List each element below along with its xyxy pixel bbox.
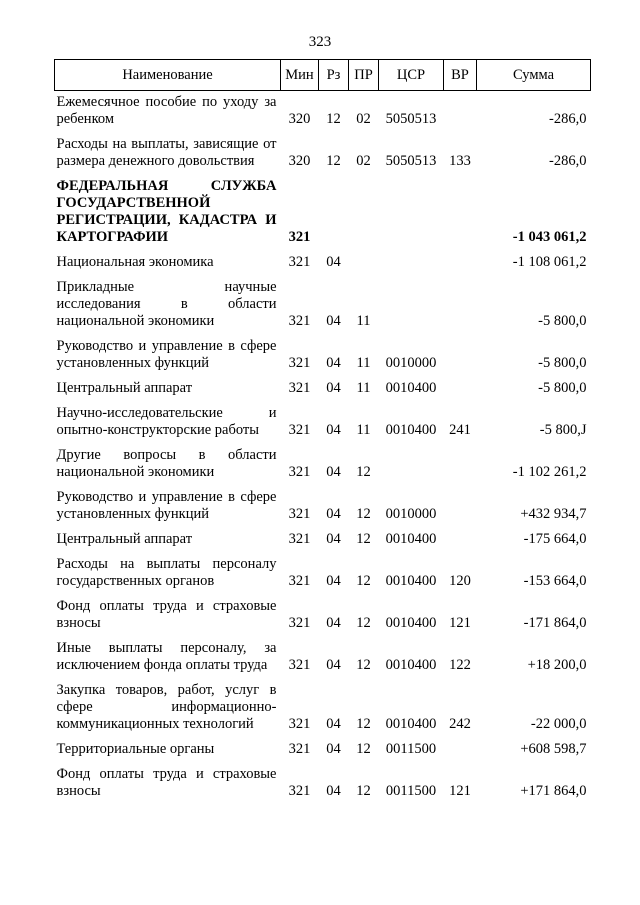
row-vr xyxy=(444,246,477,271)
row-name: Фонд оплаты труда и страховые взносы xyxy=(56,598,277,631)
row-vr: 242 xyxy=(449,716,471,732)
row-rz: 04 xyxy=(326,531,341,547)
row-name: Научно-исследовательские и опытно-конструкторские работы xyxy=(56,405,277,438)
row-sum: -5 800,0 xyxy=(538,355,587,371)
row-sum: -1 108 061,2 xyxy=(512,254,587,270)
row-csr: 0011500 xyxy=(385,783,437,799)
row-name: Расходы на выплаты, зависящие от размера денежного довольствия xyxy=(56,136,277,169)
row-csr: 0010400 xyxy=(385,716,437,732)
header-csr: ЦСР xyxy=(379,60,444,91)
row-csr xyxy=(379,246,444,271)
row-rz: 04 xyxy=(326,783,341,799)
row-rz: 04 xyxy=(326,615,341,631)
row-pr: 12 xyxy=(356,783,371,799)
row-csr: 0010400 xyxy=(385,422,437,438)
row-min: 321 xyxy=(288,783,311,799)
row-pr: 12 xyxy=(356,464,371,480)
row-rz: 04 xyxy=(326,422,341,438)
row-min: 321 xyxy=(288,229,311,245)
row-pr: 11 xyxy=(356,313,371,329)
table-row xyxy=(55,758,591,800)
row-sum: -1 102 261,2 xyxy=(512,464,587,480)
page-number: 323 xyxy=(308,34,332,50)
row-min: 321 xyxy=(288,531,311,547)
row-min: 321 xyxy=(288,573,311,589)
row-min: 321 xyxy=(288,422,311,438)
table-row xyxy=(55,674,591,733)
row-name: Ежемесячное пособие по уходу за ребенком xyxy=(56,94,277,127)
row-min: 321 xyxy=(288,615,311,631)
table-row xyxy=(55,523,591,548)
table-row xyxy=(55,632,591,674)
row-vr xyxy=(444,481,477,523)
row-csr: 0010000 xyxy=(385,506,437,522)
row-rz: 04 xyxy=(326,355,341,371)
row-sum: -1 043 061,2 xyxy=(512,229,587,245)
row-min: 321 xyxy=(288,741,311,757)
header-vr: ВР xyxy=(444,60,477,91)
row-rz: 04 xyxy=(326,741,341,757)
row-sum: -171 864,0 xyxy=(523,615,587,631)
row-sum: -175 664,0 xyxy=(523,531,587,547)
row-vr: 121 xyxy=(449,615,471,631)
row-sum: -5 800,J xyxy=(539,422,587,438)
row-vr: 120 xyxy=(449,573,471,589)
header-pr: ПР xyxy=(349,60,379,91)
row-pr xyxy=(349,246,379,271)
row-min: 320 xyxy=(288,153,311,169)
row-vr xyxy=(444,523,477,548)
row-name: ФЕДЕРАЛЬНАЯ СЛУЖБА ГОСУДАРСТВЕННОЙ РЕГИСТРАЦИИ, КАДАСТРА И КАРТОГРАФИИ xyxy=(56,178,277,245)
row-min: 321 xyxy=(288,355,311,371)
row-vr xyxy=(444,170,477,246)
row-pr: 12 xyxy=(356,741,371,757)
row-csr xyxy=(379,271,444,330)
row-name: Центральный аппарат xyxy=(56,380,193,396)
row-rz: 04 xyxy=(326,380,341,396)
table-row xyxy=(55,481,591,523)
row-min: 321 xyxy=(288,380,311,396)
row-csr xyxy=(379,170,444,246)
row-min: 321 xyxy=(288,657,311,673)
row-pr: 12 xyxy=(356,657,371,673)
table-row xyxy=(55,330,591,372)
row-vr: 121 xyxy=(449,783,471,799)
table-row xyxy=(55,246,591,271)
row-pr: 11 xyxy=(356,355,371,371)
header-min: Мин xyxy=(281,60,319,91)
row-vr xyxy=(444,372,477,397)
row-pr: 12 xyxy=(356,615,371,631)
row-pr xyxy=(349,170,379,246)
header-name: Наименование xyxy=(55,60,281,91)
row-csr xyxy=(379,439,444,481)
row-min: 321 xyxy=(288,254,311,270)
row-name: Руководство и управление в сфере установленных функций xyxy=(56,489,277,522)
row-name: Закупка товаров, работ, услуг в сфере информационно-коммуникационных технологий xyxy=(56,682,277,732)
table-row xyxy=(55,439,591,481)
row-rz: 12 xyxy=(326,111,341,127)
row-pr: 12 xyxy=(356,716,371,732)
row-sum: -5 800,0 xyxy=(538,380,587,396)
row-min: 321 xyxy=(288,464,311,480)
row-name: Иные выплаты персоналу, за исключением фонда оплаты труда xyxy=(56,640,277,673)
row-rz: 12 xyxy=(326,153,341,169)
row-name: Фонд оплаты труда и страховые взносы xyxy=(56,766,277,799)
row-csr: 0010400 xyxy=(385,573,437,589)
row-csr: 5050513 xyxy=(385,111,437,127)
header-sum: Сумма xyxy=(477,60,591,91)
row-sum: -5 800,0 xyxy=(538,313,587,329)
row-sum: -22 000,0 xyxy=(530,716,587,732)
row-min: 320 xyxy=(288,111,311,127)
row-vr xyxy=(444,330,477,372)
row-rz: 04 xyxy=(326,313,341,329)
row-vr: 133 xyxy=(449,153,471,169)
row-pr: 02 xyxy=(356,111,371,127)
row-rz: 04 xyxy=(326,573,341,589)
row-pr: 12 xyxy=(356,531,371,547)
row-pr: 11 xyxy=(356,380,371,396)
row-sum: +18 200,0 xyxy=(527,657,587,673)
row-name: Центральный аппарат xyxy=(56,531,193,547)
row-pr: 02 xyxy=(356,153,371,169)
row-sum: +608 598,7 xyxy=(520,741,587,757)
row-vr: 122 xyxy=(449,657,471,673)
row-csr: 0011500 xyxy=(385,741,437,757)
row-rz xyxy=(319,170,349,246)
row-sum: -286,0 xyxy=(549,111,587,127)
row-name: Территориальные органы xyxy=(56,741,215,757)
row-rz: 04 xyxy=(326,657,341,673)
row-csr: 0010400 xyxy=(385,531,437,547)
row-vr xyxy=(444,733,477,758)
row-vr xyxy=(444,271,477,330)
row-csr: 0010400 xyxy=(385,615,437,631)
table-row xyxy=(55,128,591,170)
row-csr: 0010400 xyxy=(385,657,437,673)
table-header-row xyxy=(55,60,591,91)
row-vr xyxy=(444,439,477,481)
row-csr: 5050513 xyxy=(385,153,437,169)
row-name: Расходы на выплаты персоналу государственных органов xyxy=(56,556,277,589)
row-vr xyxy=(444,91,477,129)
row-name: Руководство и управление в сфере установленных функций xyxy=(56,338,277,371)
table-row xyxy=(55,397,591,439)
row-name: Национальная экономика xyxy=(56,254,214,270)
row-pr: 11 xyxy=(356,422,371,438)
header-rz: Рз xyxy=(319,60,349,91)
table-row xyxy=(55,372,591,397)
row-rz: 04 xyxy=(326,716,341,732)
row-sum: -153 664,0 xyxy=(523,573,587,589)
row-csr: 0010000 xyxy=(385,355,437,371)
row-pr: 12 xyxy=(356,573,371,589)
row-sum: -286,0 xyxy=(549,153,587,169)
row-rz: 04 xyxy=(326,464,341,480)
table-row xyxy=(55,548,591,590)
table-row xyxy=(55,170,591,246)
row-vr: 241 xyxy=(449,422,471,438)
row-min: 321 xyxy=(288,506,311,522)
row-csr: 0010400 xyxy=(385,380,437,396)
row-min: 321 xyxy=(288,716,311,732)
row-name: Прикладные научные исследования в области национальной экономики xyxy=(56,279,277,329)
row-rz: 04 xyxy=(326,506,341,522)
budget-table xyxy=(54,59,591,800)
row-sum: +171 864,0 xyxy=(520,783,587,799)
table-row xyxy=(55,733,591,758)
row-pr: 12 xyxy=(356,506,371,522)
table-row xyxy=(55,590,591,632)
table-row xyxy=(55,91,591,129)
row-sum: +432 934,7 xyxy=(520,506,587,522)
table-row xyxy=(55,271,591,330)
row-rz: 04 xyxy=(326,254,341,270)
row-min: 321 xyxy=(288,313,311,329)
row-name: Другие вопросы в области национальной экономики xyxy=(56,447,277,480)
